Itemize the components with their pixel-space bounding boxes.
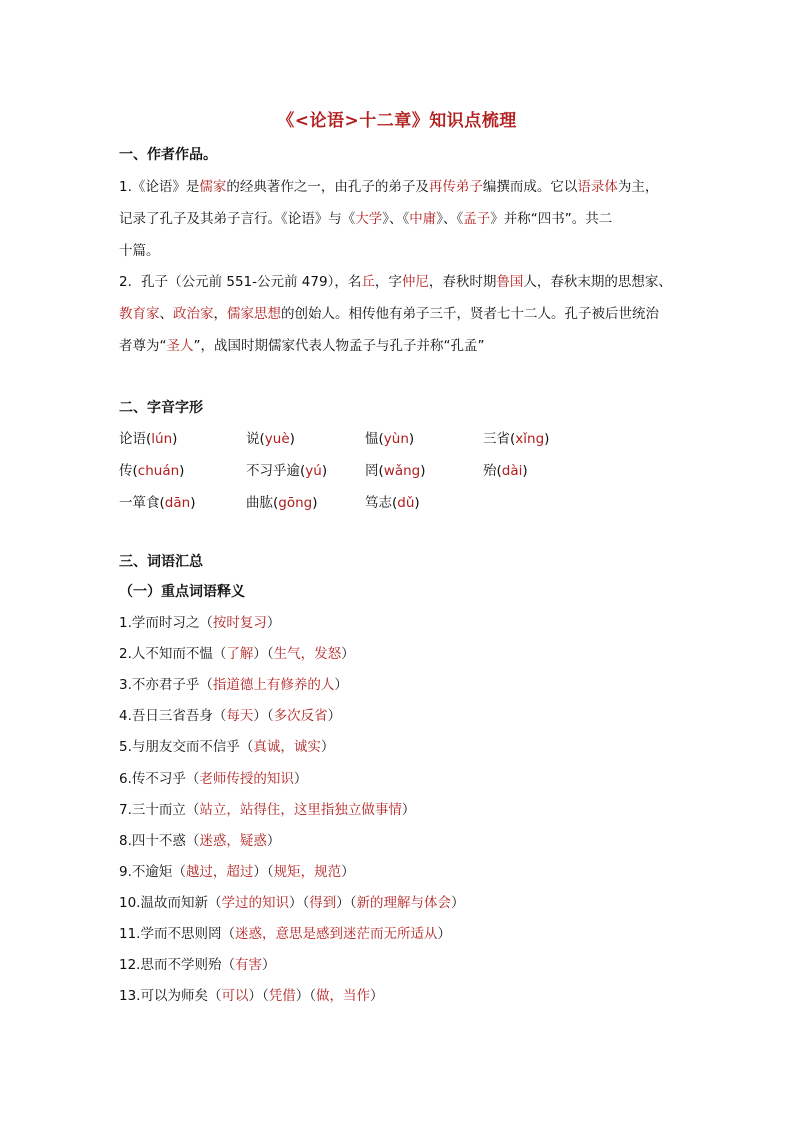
- vocab-text: ）（: [295, 988, 316, 1004]
- pinyin-entry: [483, 427, 549, 447]
- pinyin-entry: [119, 459, 184, 479]
- text-run: 的创始人。相传他有弟子三千，贤者七十二人。孔子被后世统治: [281, 306, 659, 322]
- text-run: 》并称“四书”。共二: [490, 211, 613, 227]
- vocab-item: [119, 894, 464, 912]
- vocab-text: 13.可以为师矣（: [119, 988, 222, 1004]
- section3-heading: 三、词语汇总: [119, 554, 203, 570]
- document-title: 《<论语>十二章》知识点梳理: [277, 111, 517, 131]
- text-run: ，: [213, 306, 227, 322]
- highlight-text: 教育家: [119, 306, 160, 322]
- text-run: 》、《: [382, 211, 410, 227]
- vocab-text: 11.学而不思则罔（: [119, 926, 235, 942]
- vocab-text: 12.思而不学则殆（: [119, 957, 235, 973]
- pinyin-word: 传: [119, 463, 133, 479]
- text-run: 的经典著作之一，由孔子的弟子及: [226, 179, 429, 195]
- text-run: ，字: [374, 274, 402, 290]
- text-run: 、: [159, 306, 173, 322]
- vocab-item: [119, 832, 280, 850]
- vocab-definition: 了解: [226, 646, 254, 662]
- vocab-item: [119, 676, 348, 694]
- pinyin-entry: [246, 491, 318, 511]
- vocab-text: ）: [341, 646, 355, 662]
- pinyin-word: 三省: [483, 431, 510, 447]
- section1-p2-line1: [119, 273, 672, 291]
- text-run: 记录了孔子及其弟子言行。《论语》与《: [119, 211, 356, 227]
- paren-close: ): [544, 431, 550, 447]
- highlight-text: 中庸: [409, 211, 437, 227]
- vocab-text: ）: [327, 708, 342, 724]
- vocab-text: 2.人不知而不愠（: [119, 646, 227, 662]
- vocab-definition: 可以: [221, 988, 249, 1004]
- pinyin-reading: lún: [151, 431, 173, 447]
- vocab-text: ）（: [336, 895, 357, 911]
- vocab-text: ）: [401, 802, 416, 818]
- pinyin-word: 愠: [365, 431, 379, 447]
- text-run: 人，春秋末期的思想家、: [523, 274, 672, 290]
- pinyin-entry: [483, 459, 528, 479]
- vocab-definition: 站立，站得住，这里指独立做事情: [199, 802, 402, 818]
- text-run: 编撰而成。它以: [482, 179, 578, 195]
- section3-subheading: （一）重点词语释义: [119, 584, 245, 600]
- paren-open: (: [132, 463, 138, 479]
- paren-close: ): [179, 463, 185, 479]
- vocab-item: [119, 925, 451, 943]
- vocab-definition: 做，当作: [315, 988, 370, 1004]
- vocab-definition: 学过的知识: [221, 895, 289, 911]
- section1-p1-line3: 十篇。: [119, 243, 160, 259]
- vocab-text: ）: [320, 739, 335, 755]
- vocab-text: 8.四十不惑（: [119, 833, 200, 849]
- vocab-definition: 新的理解与体会: [356, 895, 451, 911]
- vocab-definition: 生气，发怒: [273, 646, 342, 662]
- pinyin-reading: yú: [305, 463, 322, 479]
- highlight-text: 圣人: [166, 338, 194, 354]
- vocab-text: ）: [450, 895, 465, 911]
- highlight-text: 政治家: [173, 306, 214, 322]
- paren-close: ): [190, 495, 196, 511]
- vocab-item: [119, 801, 415, 819]
- vocab-definition: 真诚，诚实: [253, 739, 321, 755]
- vocab-definition: 多次反省: [273, 708, 328, 724]
- vocab-item: [119, 863, 355, 881]
- vocab-item: [119, 614, 280, 632]
- vocab-definition: 规矩，规范: [273, 864, 342, 880]
- pinyin-word: 不习乎逾: [246, 463, 300, 479]
- vocab-text: ）: [341, 864, 355, 880]
- pinyin-entry: [246, 459, 327, 479]
- highlight-text: 儒家思想: [227, 306, 281, 322]
- vocab-text: 7.三十而立（: [119, 802, 200, 818]
- vocab-item: [119, 956, 275, 974]
- vocab-text: 5.与朋友交而不信乎（: [119, 739, 254, 755]
- pinyin-word: 罔: [365, 463, 379, 479]
- vocab-definition: 迷惑，疑惑: [199, 833, 267, 849]
- paren-close: ): [321, 463, 328, 479]
- paren-open: (: [392, 495, 398, 511]
- vocab-text: ）: [266, 833, 281, 849]
- vocab-text: 6.传不习乎（: [119, 771, 200, 787]
- vocab-item: [119, 645, 355, 663]
- section1-p2-line3: [119, 337, 484, 355]
- pinyin-reading: yùn: [383, 431, 409, 447]
- pinyin-reading: dān: [164, 495, 191, 511]
- paren-close: ): [420, 463, 426, 479]
- paren-open: (: [159, 495, 165, 511]
- pinyin-word: 论语: [119, 431, 146, 447]
- text-run: 1.《论语》是: [119, 179, 200, 195]
- paren-close: ): [414, 495, 420, 511]
- vocab-text: ）（: [288, 895, 310, 911]
- text-run: 》、《: [436, 211, 464, 227]
- section1-p2-line2: [119, 305, 659, 323]
- paren-open: (: [496, 463, 502, 479]
- pinyin-word: 说: [246, 431, 260, 447]
- vocab-item: [119, 707, 341, 725]
- paren-open: (: [378, 431, 384, 447]
- highlight-text: 孟子: [463, 211, 491, 227]
- vocab-definition: 指道德上有修养的人: [212, 677, 335, 693]
- vocab-text: 9.不逾矩（: [119, 864, 186, 880]
- pinyin-word: 曲肱: [246, 495, 273, 511]
- paren-open: (: [378, 463, 384, 479]
- vocab-text: ）（: [248, 988, 269, 1004]
- vocab-text: 1.学而时习之（: [119, 615, 213, 631]
- pinyin-word: 一箪食: [119, 495, 160, 511]
- vocab-text: ）（: [253, 864, 274, 880]
- pinyin-word: 笃志: [365, 495, 392, 511]
- paren-close: ): [172, 431, 178, 447]
- highlight-text: 鲁国: [496, 274, 524, 290]
- pinyin-entry: [119, 491, 195, 511]
- text-run: 为主，: [617, 179, 659, 195]
- vocab-definition: 老师传授的知识: [199, 771, 294, 787]
- highlight-text: 丘: [361, 274, 375, 290]
- pinyin-reading: yuè: [264, 431, 290, 447]
- pinyin-entry: [119, 427, 177, 447]
- text-run: ”，战国时期儒家代表人物孟子与孔子并称“孔孟”: [193, 338, 485, 354]
- text-run: 者尊为“: [119, 338, 167, 354]
- pinyin-reading: chuán: [137, 463, 180, 479]
- paren-open: (: [273, 495, 279, 511]
- highlight-text: 再传弟子: [428, 179, 483, 195]
- vocab-text: ）: [334, 677, 348, 693]
- vocab-text: ）: [293, 771, 308, 787]
- vocab-text: ）: [369, 988, 384, 1004]
- pinyin-word: 殆: [483, 463, 497, 479]
- paren-close: ): [408, 431, 415, 447]
- vocab-text: ）: [437, 926, 451, 942]
- text-run: 2．孔子（公元前 551-公元前 479），名: [119, 274, 362, 290]
- vocab-text: 10.温故而知新（: [119, 895, 222, 911]
- paren-open: (: [259, 431, 265, 447]
- paren-close: ): [312, 495, 318, 511]
- pinyin-reading: dài: [501, 463, 523, 479]
- highlight-text: 语录体: [577, 179, 618, 195]
- vocab-text: ）（: [253, 646, 274, 662]
- vocab-text: ）: [266, 615, 281, 631]
- section1-p1-line1: [119, 178, 658, 196]
- vocab-definition: 凭借: [268, 988, 296, 1004]
- vocab-definition: 有害: [234, 957, 262, 973]
- paren-close: ): [289, 431, 295, 447]
- paren-open: (: [510, 431, 516, 447]
- pinyin-reading: wǎng: [383, 463, 421, 479]
- vocab-definition: 按时复习: [212, 615, 267, 631]
- vocab-text: ）（: [253, 708, 274, 724]
- paren-close: ): [522, 463, 528, 479]
- highlight-text: 大学: [355, 211, 383, 227]
- vocab-text: ）: [261, 957, 276, 973]
- vocab-definition: 迷惑，意思是感到迷茫而无所适从: [234, 926, 438, 942]
- highlight-text: 儒家: [199, 179, 227, 195]
- vocab-item: [119, 987, 383, 1005]
- pinyin-reading: dǔ: [397, 495, 415, 511]
- highlight-text: 仲尼: [401, 274, 429, 290]
- vocab-definition: 越过，超过: [185, 864, 254, 880]
- pinyin-entry: [365, 427, 414, 447]
- vocab-text: 3.不亦君子乎（: [119, 677, 213, 693]
- pinyin-entry: [365, 491, 420, 511]
- text-run: ，春秋时期: [428, 274, 497, 290]
- section2-heading: 二、字音字形: [119, 400, 203, 416]
- pinyin-entry: [246, 427, 295, 447]
- section1-p1-line2: [119, 210, 612, 228]
- pinyin-reading: gōng: [278, 495, 313, 511]
- vocab-item: [119, 770, 307, 788]
- vocab-definition: 每天: [226, 708, 254, 724]
- vocab-text: 4.吾日三省吾身（: [119, 708, 227, 724]
- pinyin-entry: [365, 459, 426, 479]
- paren-open: (: [300, 463, 306, 479]
- section1-heading: 一、作者作品。: [119, 147, 217, 163]
- vocab-definition: 得到: [309, 895, 337, 911]
- vocab-item: [119, 738, 334, 756]
- paren-open: (: [146, 431, 152, 447]
- pinyin-reading: xǐng: [515, 431, 545, 447]
